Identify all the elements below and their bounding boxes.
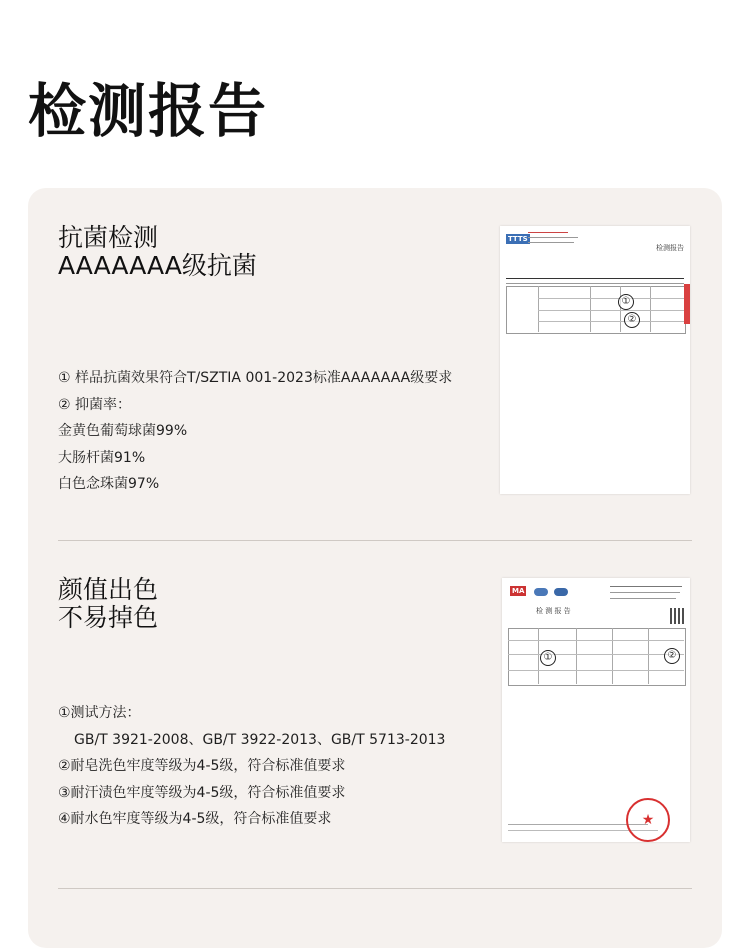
- list-item: ③耐汗渍色牢度等级为4-5级，符合标准值要求: [58, 784, 346, 801]
- report-table-col: [650, 286, 651, 332]
- report-logo: TTTS: [508, 235, 528, 243]
- list-item: 大肠杆菌91%: [58, 449, 146, 466]
- report-stamp-edge: [684, 284, 690, 324]
- list-item: ④耐水色牢度等级为4-5级，符合标准值要求: [58, 811, 332, 827]
- section-heading: [58, 224, 257, 280]
- report-marker-2: ②: [664, 648, 680, 664]
- report-header-line: [528, 232, 568, 233]
- heading-line-1: 颜值出色: [58, 575, 159, 604]
- report-table-row: [508, 640, 684, 641]
- section-heading: [58, 576, 158, 632]
- report-table-col: [590, 286, 591, 332]
- report-table-row: [538, 310, 684, 311]
- report-table-col: [620, 286, 621, 332]
- heading-line-1: 抗菌检测: [58, 223, 159, 252]
- report-table-col: [538, 286, 539, 332]
- list-item: 金黄色葡萄球菌99%: [58, 423, 188, 439]
- report-rule: [506, 283, 684, 284]
- description-list: [58, 365, 452, 498]
- list-item: GB/T 3921-2008、GB/T 3922-2013、GB/T 5713-2013: [74, 731, 446, 748]
- report-header-line: [534, 588, 548, 596]
- report-logo: MA: [512, 587, 525, 595]
- report-marker-1: ①: [540, 650, 556, 666]
- list-item: ①测试方法：: [58, 705, 141, 721]
- list-item: ① 样品抗菌效果符合T/SZTIA 001-2023标准AAAAAAA级要求: [58, 370, 453, 386]
- heading-line-2: AAAAAAA级抗菌: [58, 251, 257, 280]
- report-header-line: [610, 592, 680, 593]
- report-title: 检测报告: [656, 244, 684, 252]
- section-divider: [58, 540, 692, 541]
- report-table-row: [538, 321, 684, 322]
- page-title: 检测报告: [28, 77, 269, 145]
- report-marker-2: ②: [624, 312, 640, 328]
- list-item: ②耐皂洗色牢度等级为4-5级，符合标准值要求: [58, 758, 346, 774]
- report-header-line: [610, 586, 682, 587]
- section-divider: [58, 888, 692, 889]
- report-marker-1: ①: [618, 294, 634, 310]
- heading-line-2: 不易掉色: [58, 603, 159, 632]
- report-image-colorfastness: [502, 578, 690, 842]
- report-seal: ★: [626, 798, 670, 842]
- report-header-line: [528, 242, 574, 243]
- report-header-line: [610, 598, 676, 599]
- report-table-col: [576, 628, 577, 684]
- report-table-col: [538, 628, 539, 684]
- report-title: 检 测 报 告: [536, 607, 571, 615]
- report-table-row: [538, 298, 684, 299]
- content-card: [28, 188, 722, 948]
- report-table-row: [508, 670, 684, 671]
- report-table-col: [648, 628, 649, 684]
- report-header-line: [528, 237, 578, 238]
- report-image-antibacterial: [500, 226, 690, 494]
- description-list: [58, 700, 445, 833]
- list-item: ② 抑菌率：: [58, 396, 132, 413]
- report-table-row: [508, 654, 684, 655]
- report-table-col: [612, 628, 613, 684]
- report-header-line: [554, 588, 568, 596]
- qr-code-icon: [670, 608, 686, 624]
- report-rule: [506, 278, 684, 279]
- report-table: [508, 628, 686, 686]
- list-item: 白色念珠菌97%: [58, 476, 160, 492]
